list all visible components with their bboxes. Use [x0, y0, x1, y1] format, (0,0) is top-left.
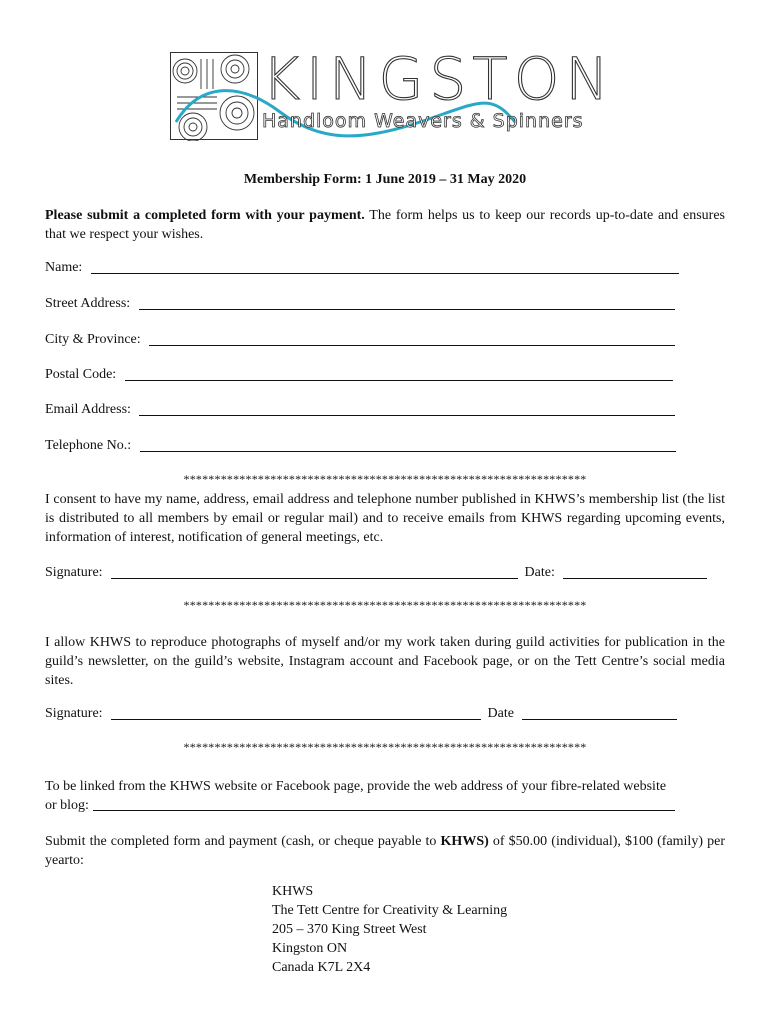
website-text: To be linked from the KHWS website or Facebook page, provide the web address of your fibre-related website	[45, 779, 667, 794]
address-line: Canada K7L 2X4	[272, 960, 371, 975]
intro-bold: Please submit a completed form with your payment.	[45, 208, 365, 223]
name-field-row	[45, 259, 679, 277]
phone-field-row	[45, 437, 676, 455]
mailing-address	[272, 882, 507, 977]
date-2-line[interactable]	[522, 705, 677, 720]
street-input-line[interactable]	[139, 295, 675, 310]
payment-payee: KHWS)	[440, 834, 489, 849]
logo-kingston-text: KINGSTON	[262, 45, 615, 113]
signature-2-label: Signature:	[45, 706, 103, 721]
signature-2-row	[45, 705, 677, 723]
signature-2-line[interactable]	[111, 705, 481, 720]
date-2-label: Date	[487, 706, 514, 721]
date-1-line[interactable]	[563, 564, 707, 579]
address-line: KHWS	[272, 884, 314, 899]
email-field-row	[45, 401, 675, 419]
website-paragraph	[45, 777, 725, 815]
signature-1-row	[45, 564, 707, 582]
city-field-row	[45, 331, 675, 349]
name-input-line[interactable]	[91, 259, 679, 274]
consent-publish-paragraph: I consent to have my name, address, email address and telephone number published in KHWS’s membership list (the list is distributed to all members by email or regular mail) and to receive emails from KHWS regarding upcoming events, information of interest, notification of general meetings, etc.	[45, 492, 725, 545]
website-field-row	[45, 796, 725, 815]
form-title: Membership Form: 1 June 2019 – 31 May 2020	[243, 172, 527, 187]
phone-label: Telephone No.:	[45, 438, 132, 453]
consent-photo-paragraph: I allow KHWS to reproduce photographs of myself and/or my work taken during guild activities for publication in the guild’s newsletter, on the guild’s website, Instagram account and Facebook page, or on the Tett Centre’s social media sites.	[45, 635, 725, 688]
separator-1: *****************************************************************	[183, 472, 587, 486]
date-1-label: Date:	[524, 565, 555, 580]
street-field-row	[45, 295, 675, 313]
separator-3: *****************************************************************	[183, 740, 587, 754]
website-input-line[interactable]	[93, 796, 675, 811]
logo-subtitle-text: Handloom Weavers & Spinners	[262, 110, 584, 132]
payment-pre: Submit the completed form and payment (cash, or cheque payable to	[45, 834, 441, 849]
payment-paragraph	[45, 832, 725, 870]
email-input-line[interactable]	[139, 401, 675, 416]
khws-logo	[170, 45, 615, 144]
street-label: Street Address:	[45, 296, 131, 311]
separator-2: *****************************************************************	[183, 598, 587, 612]
address-line: 205 – 370 King Street West	[272, 922, 427, 937]
address-line: Kingston ON	[272, 941, 348, 956]
city-input-line[interactable]	[149, 331, 675, 346]
payment-post: of $50.00 (individual), $100 (family) per yearto:	[45, 834, 725, 868]
phone-input-line[interactable]	[140, 437, 676, 452]
postal-label: Postal Code:	[45, 367, 117, 382]
city-label: City & Province:	[45, 332, 141, 347]
signature-1-label: Signature:	[45, 565, 103, 580]
email-label: Email Address:	[45, 402, 131, 417]
signature-1-line[interactable]	[111, 564, 518, 579]
intro-paragraph	[45, 206, 725, 244]
postal-field-row	[45, 366, 673, 384]
intro-rest: The form helps us to keep our records up-to-date and ensures that we respect your wishes.	[45, 208, 725, 242]
website-label: or blog:	[45, 798, 89, 813]
postal-input-line[interactable]	[125, 366, 673, 381]
name-label: Name:	[45, 260, 83, 275]
address-line: The Tett Centre for Creativity & Learning	[272, 903, 508, 918]
